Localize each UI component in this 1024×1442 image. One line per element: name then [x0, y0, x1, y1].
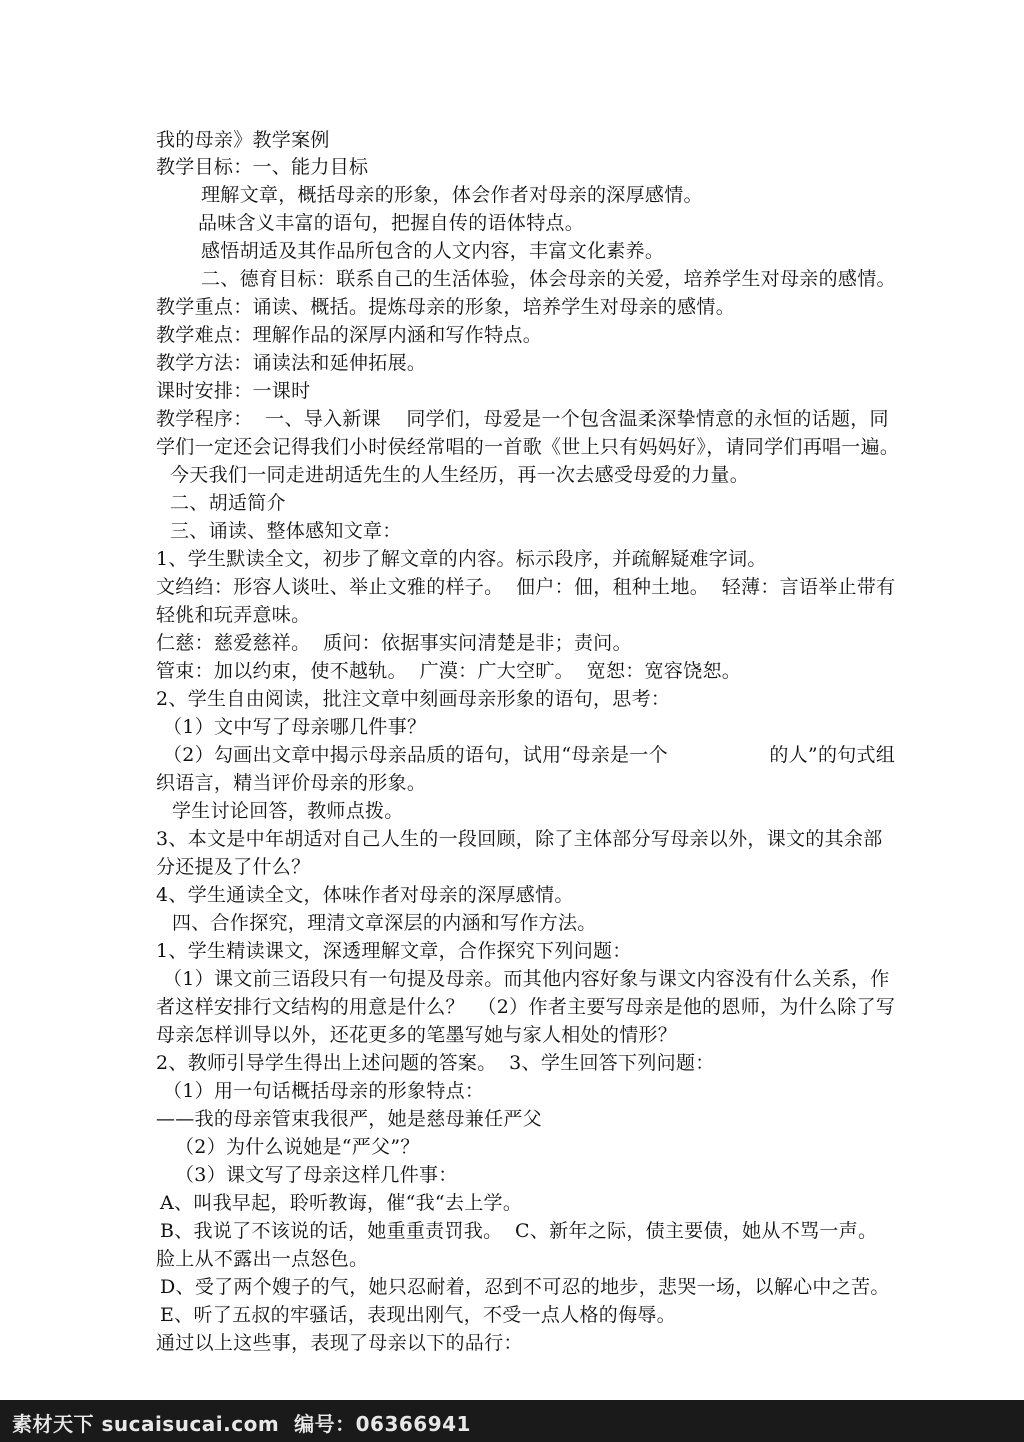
- text-line: 课时安排：一课时: [156, 380, 311, 402]
- watermark-text: 素材天下 sucaisucai.com 编号：06366941: [12, 1412, 471, 1436]
- text-line: 通过以上这些事，表现了母亲以下的品行：: [156, 1332, 523, 1354]
- text-line: 教学目标：一、能力目标: [156, 156, 369, 178]
- text-line: E、听了五叔的牢骚话，表现出刚气，不受一点人格的侮辱。: [160, 1304, 676, 1326]
- text-line: 教学方法：诵读法和延伸拓展。: [156, 352, 427, 374]
- text-line: 1、学生默读全文，初步了解文章的内容。标示段序，并疏解疑难字词。: [156, 548, 767, 570]
- text-line: 者这样安排行文结构的用意是什么？ （2）作者主要写母亲是他的恩师，为什么除了写: [156, 996, 896, 1018]
- section-heading: 二、胡适简介: [170, 492, 286, 514]
- watermark-bar: [0, 1400, 1024, 1442]
- text-line: 2、学生自由阅读，批注文章中刻画母亲形象的语句，思考：: [156, 688, 671, 710]
- section-heading: 四、合作探究，理清文章深层的内涵和写作方法。: [172, 912, 597, 934]
- text-line: A、叫我早起，聆听教诲，催“我“去上学。: [160, 1192, 523, 1214]
- text-line: 理解文章，概括母亲的形象，体会作者对母亲的深厚感情。: [201, 184, 703, 206]
- text-line: ——我的母亲管束我很严，她是慈母兼任严父: [156, 1108, 543, 1130]
- text-line: 母亲怎样训导以外，还花更多的笔墨写她与家人相处的情形？: [156, 1024, 678, 1046]
- text-line: 品味含义丰富的语句，把握自传的语体特点。: [198, 212, 585, 234]
- text-line: 感悟胡适及其作品所包含的人文内容，丰富文化素养。: [201, 240, 665, 262]
- section-heading: 三、诵读、整体感知文章：: [170, 520, 402, 542]
- text-line: （3）课文写了母亲这样几件事：: [175, 1164, 458, 1186]
- text-line: 学生讨论回答，教师点拨。: [172, 800, 404, 822]
- text-line: （2）勾画出文章中揭示母亲品质的语句，试用“母亲是一个 的人”的句式组: [163, 744, 896, 766]
- text-line: （2）为什么说她是“严父”？: [175, 1136, 420, 1158]
- text-line: 二、德育目标：联系自己的生活体验，体会母亲的关爱，培养学生对母亲的感情。: [201, 268, 896, 290]
- text-line: 1、学生精读课文，深透理解文章，合作探究下列问题：: [156, 940, 632, 962]
- text-line: （1）文中写了母亲哪几件事？: [163, 716, 427, 738]
- text-line: 仁慈：慈爱慈祥。 质问：依据事实问清楚是非；责问。: [156, 632, 632, 654]
- text-line: D、受了两个嫂子的气，她只忍耐着，忍到不可忍的地步，悲哭一场，以解心中之苦。: [160, 1276, 890, 1298]
- text-line: （1）课文前三语段只有一句提及母亲。而其他内容好象与课文内容没有什么关系，作: [163, 968, 890, 990]
- text-line: 2、教师引导学生得出上述问题的答案。 3、学生回答下列问题：: [156, 1052, 715, 1074]
- text-line: 学们一定还会记得我们小时侯经常唱的一首歌《世上只有妈妈好》，请同学们再唱一遍。: [156, 436, 900, 458]
- text-line: 分还提及了什么？: [156, 856, 311, 878]
- text-line: 轻佻和玩弄意味。: [156, 604, 311, 626]
- text-line: 4、学生通读全文，体味作者对母亲的深厚感情。: [156, 884, 574, 906]
- text-line: 脸上从不露出一点怒色。: [156, 1248, 369, 1270]
- text-line: 织语言，精当评价母亲的形象。: [156, 772, 427, 794]
- text-line: 教学难点：理解作品的深厚内涵和写作特点。: [156, 324, 543, 346]
- document-title: 我的母亲》教学案例: [156, 129, 330, 151]
- text-line: 3、本文是中年胡适对自己人生的一段回顾，除了主体部分写母亲以外，课文的其余部: [156, 828, 883, 850]
- text-line: 管束：加以约束，使不越轨。 广漠：广大空旷。 宽恕：宽容饶恕。: [156, 660, 742, 682]
- text-line: B、我说了不该说的话，她重重责罚我。 C、新年之际，债主要债，她从不骂一声。: [160, 1220, 878, 1242]
- text-line: 文绉绉：形容人谈吐、举止文雅的样子。 佃户：佃，租种土地。 轻薄：言语举止带有: [156, 576, 896, 598]
- text-line: 教学程序： 一、导入新课 同学们，母爱是一个包含温柔深挚情意的永恒的话题，同: [156, 408, 889, 430]
- text-line: 今天我们一同走进胡适先生的人生经历，再一次去感受母爱的力量。: [170, 464, 750, 486]
- text-line: 教学重点：诵读、概括。提炼母亲的形象，培养学生对母亲的感情。: [156, 296, 736, 318]
- text-line: （1）用一句话概括母亲的形象特点：: [163, 1080, 485, 1102]
